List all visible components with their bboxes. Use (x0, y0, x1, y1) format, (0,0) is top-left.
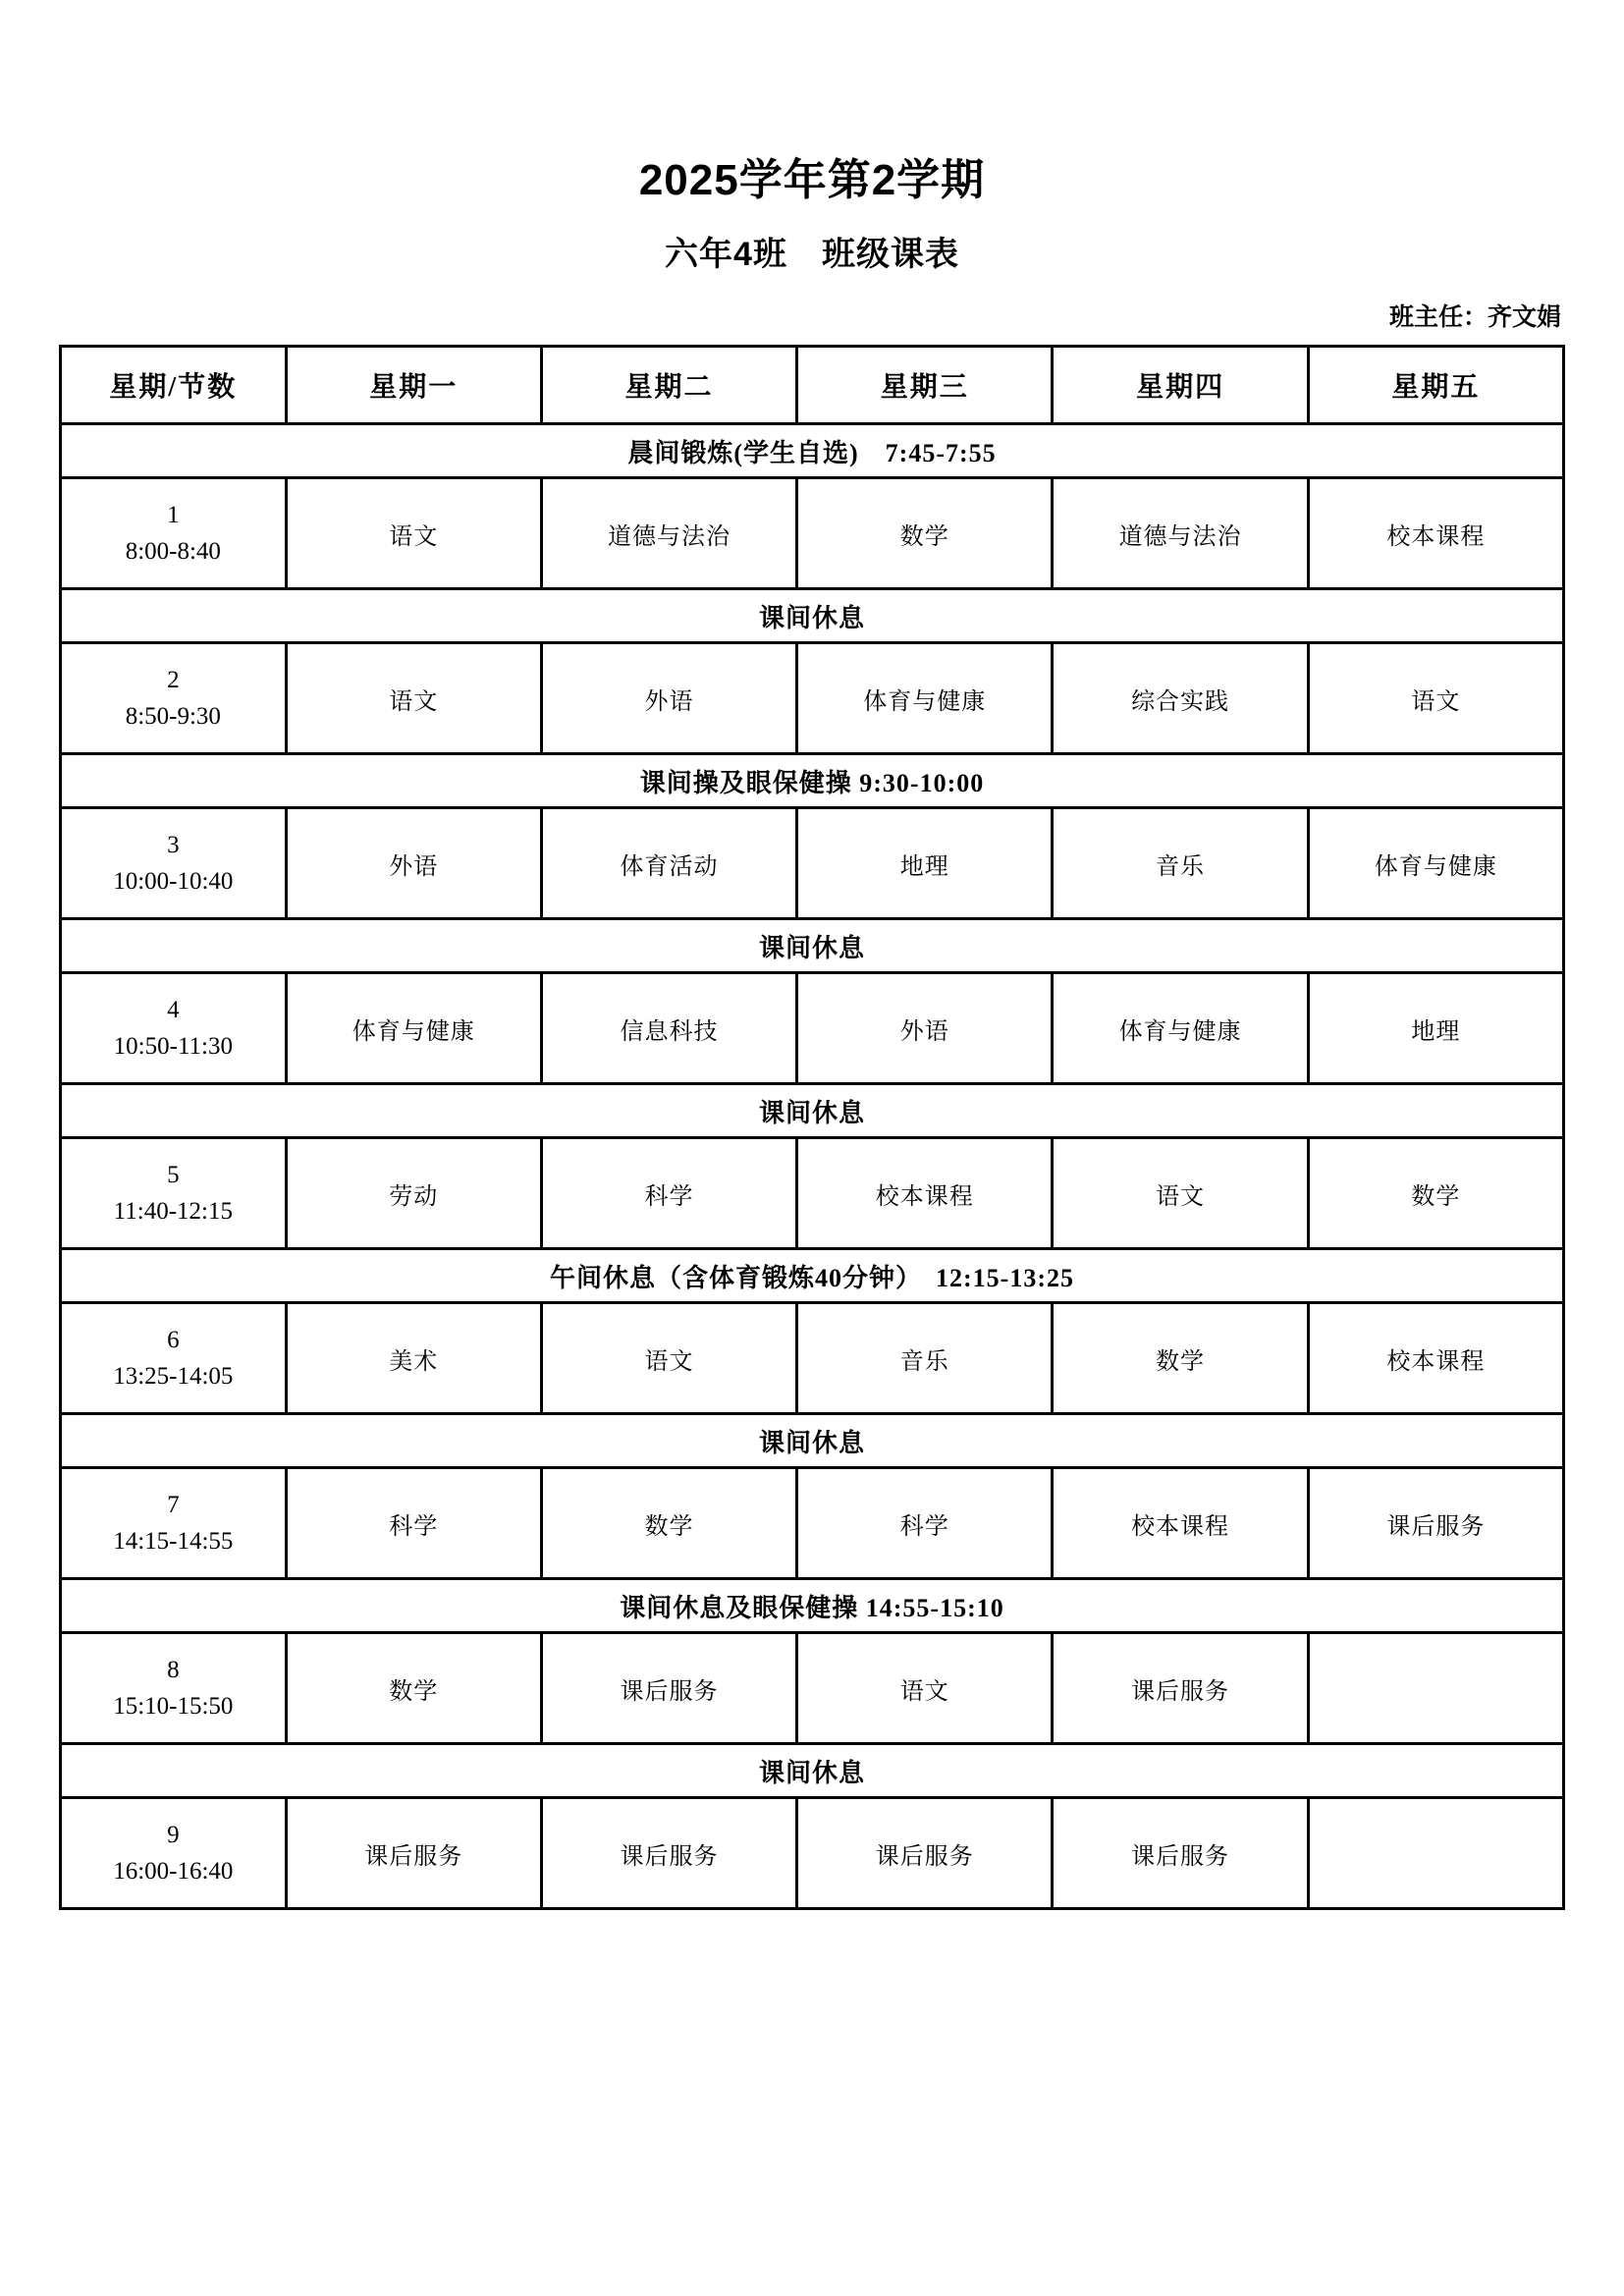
subject-cell: 体育活动 (541, 808, 796, 919)
break-label: 课间休息 (61, 589, 1564, 643)
subject-cell: 道德与法治 (1053, 478, 1308, 589)
table-row (61, 1303, 1564, 1414)
period-time: 13:25-14:05 (113, 1363, 234, 1391)
class-schedule-table (59, 345, 1565, 1910)
subject-cell: 数学 (1053, 1303, 1308, 1414)
period-number: 9 (167, 1821, 180, 1848)
period-number: 7 (167, 1491, 180, 1518)
break-row (61, 589, 1564, 643)
break-label: 课间休息 (61, 1744, 1564, 1798)
subject-cell: 数学 (286, 1633, 541, 1744)
page-title: 2025学年第2学期 (638, 156, 986, 204)
subject-cell: 体育与健康 (797, 643, 1053, 754)
subject-cell: 科学 (541, 1138, 796, 1249)
period-cell (61, 1468, 287, 1579)
subject-cell: 课后服务 (541, 1798, 796, 1909)
break-row (61, 1414, 1564, 1468)
subject-cell: 语文 (797, 1633, 1053, 1744)
homeroom-teacher-label: 班主任：齐文娟 (1388, 303, 1561, 331)
period-time: 10:50-11:30 (113, 1033, 233, 1061)
header-cell-day-3: 星期三 (797, 347, 1053, 424)
subject-cell: 外语 (286, 808, 541, 919)
break-row (61, 1579, 1564, 1633)
break-label: 晨间锻炼(学生自选) 7:45-7:55 (61, 424, 1564, 478)
subject-cell: 课后服务 (797, 1798, 1053, 1909)
period-number: 2 (167, 666, 180, 693)
subject-cell: 语文 (1053, 1138, 1308, 1249)
subject-cell (1308, 1798, 1563, 1909)
break-row (61, 919, 1564, 973)
break-label: 课间休息及眼保健操 14:55-15:10 (61, 1579, 1564, 1633)
period-number: 5 (167, 1161, 180, 1188)
subject-cell: 美术 (286, 1303, 541, 1414)
subject-cell: 课后服务 (286, 1798, 541, 1909)
subject-cell (1308, 1633, 1563, 1744)
subject-cell: 劳动 (286, 1138, 541, 1249)
period-number: 8 (167, 1656, 180, 1683)
period-cell (61, 973, 287, 1084)
subject-cell: 音乐 (797, 1303, 1053, 1414)
period-number: 6 (167, 1326, 180, 1353)
period-number: 4 (167, 996, 180, 1023)
subject-cell: 外语 (797, 973, 1053, 1084)
period-cell (61, 1798, 287, 1909)
period-cell (61, 478, 287, 589)
break-label: 课间操及眼保健操 9:30-10:00 (61, 754, 1564, 808)
subject-cell: 课后服务 (1308, 1468, 1563, 1579)
period-time: 14:15-14:55 (113, 1528, 234, 1556)
page-subtitle: 六年4班 班级课表 (665, 235, 959, 273)
subject-cell: 道德与法治 (541, 478, 796, 589)
break-row (61, 1249, 1564, 1303)
subject-cell: 校本课程 (797, 1138, 1053, 1249)
subject-cell: 外语 (541, 643, 796, 754)
period-number: 3 (167, 831, 180, 858)
table-row (61, 1138, 1564, 1249)
break-label: 午间休息（含体育锻炼40分钟） 12:15-13:25 (61, 1249, 1564, 1303)
subject-cell: 语文 (1308, 643, 1563, 754)
title-block (59, 0, 1565, 275)
period-number: 1 (167, 501, 180, 528)
subject-cell: 数学 (541, 1468, 796, 1579)
break-label: 课间休息 (61, 1414, 1564, 1468)
table-row (61, 643, 1564, 754)
break-label: 课间休息 (61, 919, 1564, 973)
subject-cell: 课后服务 (1053, 1633, 1308, 1744)
subject-cell: 课后服务 (541, 1633, 796, 1744)
header-cell-day-1: 星期一 (286, 347, 541, 424)
subject-cell: 数学 (1308, 1138, 1563, 1249)
subject-cell: 信息科技 (541, 973, 796, 1084)
period-time: 8:50-9:30 (125, 703, 221, 731)
subject-cell: 校本课程 (1308, 478, 1563, 589)
period-time: 11:40-12:15 (113, 1198, 233, 1226)
period-time: 8:00-8:40 (125, 538, 221, 566)
table-header-row (61, 347, 1564, 424)
table-row (61, 1633, 1564, 1744)
break-row (61, 754, 1564, 808)
header-cell-day-4: 星期四 (1053, 347, 1308, 424)
subject-cell: 音乐 (1053, 808, 1308, 919)
period-time: 15:10-15:50 (113, 1693, 234, 1721)
subject-cell: 科学 (797, 1468, 1053, 1579)
table-row (61, 973, 1564, 1084)
subject-cell: 语文 (541, 1303, 796, 1414)
table-row (61, 1798, 1564, 1909)
period-cell (61, 1633, 287, 1744)
subject-cell: 语文 (286, 643, 541, 754)
subject-cell: 课后服务 (1053, 1798, 1308, 1909)
subject-cell: 地理 (797, 808, 1053, 919)
subject-cell: 校本课程 (1053, 1468, 1308, 1579)
subject-cell: 体育与健康 (286, 973, 541, 1084)
table-row (61, 808, 1564, 919)
period-cell (61, 1303, 287, 1414)
break-label: 课间休息 (61, 1084, 1564, 1138)
break-row (61, 1084, 1564, 1138)
subject-cell: 校本课程 (1308, 1303, 1563, 1414)
subject-cell: 综合实践 (1053, 643, 1308, 754)
table-row (61, 478, 1564, 589)
subject-cell: 科学 (286, 1468, 541, 1579)
period-time: 10:00-10:40 (113, 868, 234, 896)
table-row (61, 1468, 1564, 1579)
subject-cell: 体育与健康 (1308, 808, 1563, 919)
period-cell (61, 643, 287, 754)
period-cell (61, 808, 287, 919)
header-cell-period: 星期/节数 (61, 347, 287, 424)
period-time: 16:00-16:40 (113, 1858, 234, 1886)
header-cell-day-5: 星期五 (1308, 347, 1563, 424)
header-cell-day-2: 星期二 (541, 347, 796, 424)
period-cell (61, 1138, 287, 1249)
subject-cell: 体育与健康 (1053, 973, 1308, 1084)
subject-cell: 数学 (797, 478, 1053, 589)
break-row (61, 1744, 1564, 1798)
subject-cell: 地理 (1308, 973, 1563, 1084)
break-row (61, 424, 1564, 478)
subject-cell: 语文 (286, 478, 541, 589)
